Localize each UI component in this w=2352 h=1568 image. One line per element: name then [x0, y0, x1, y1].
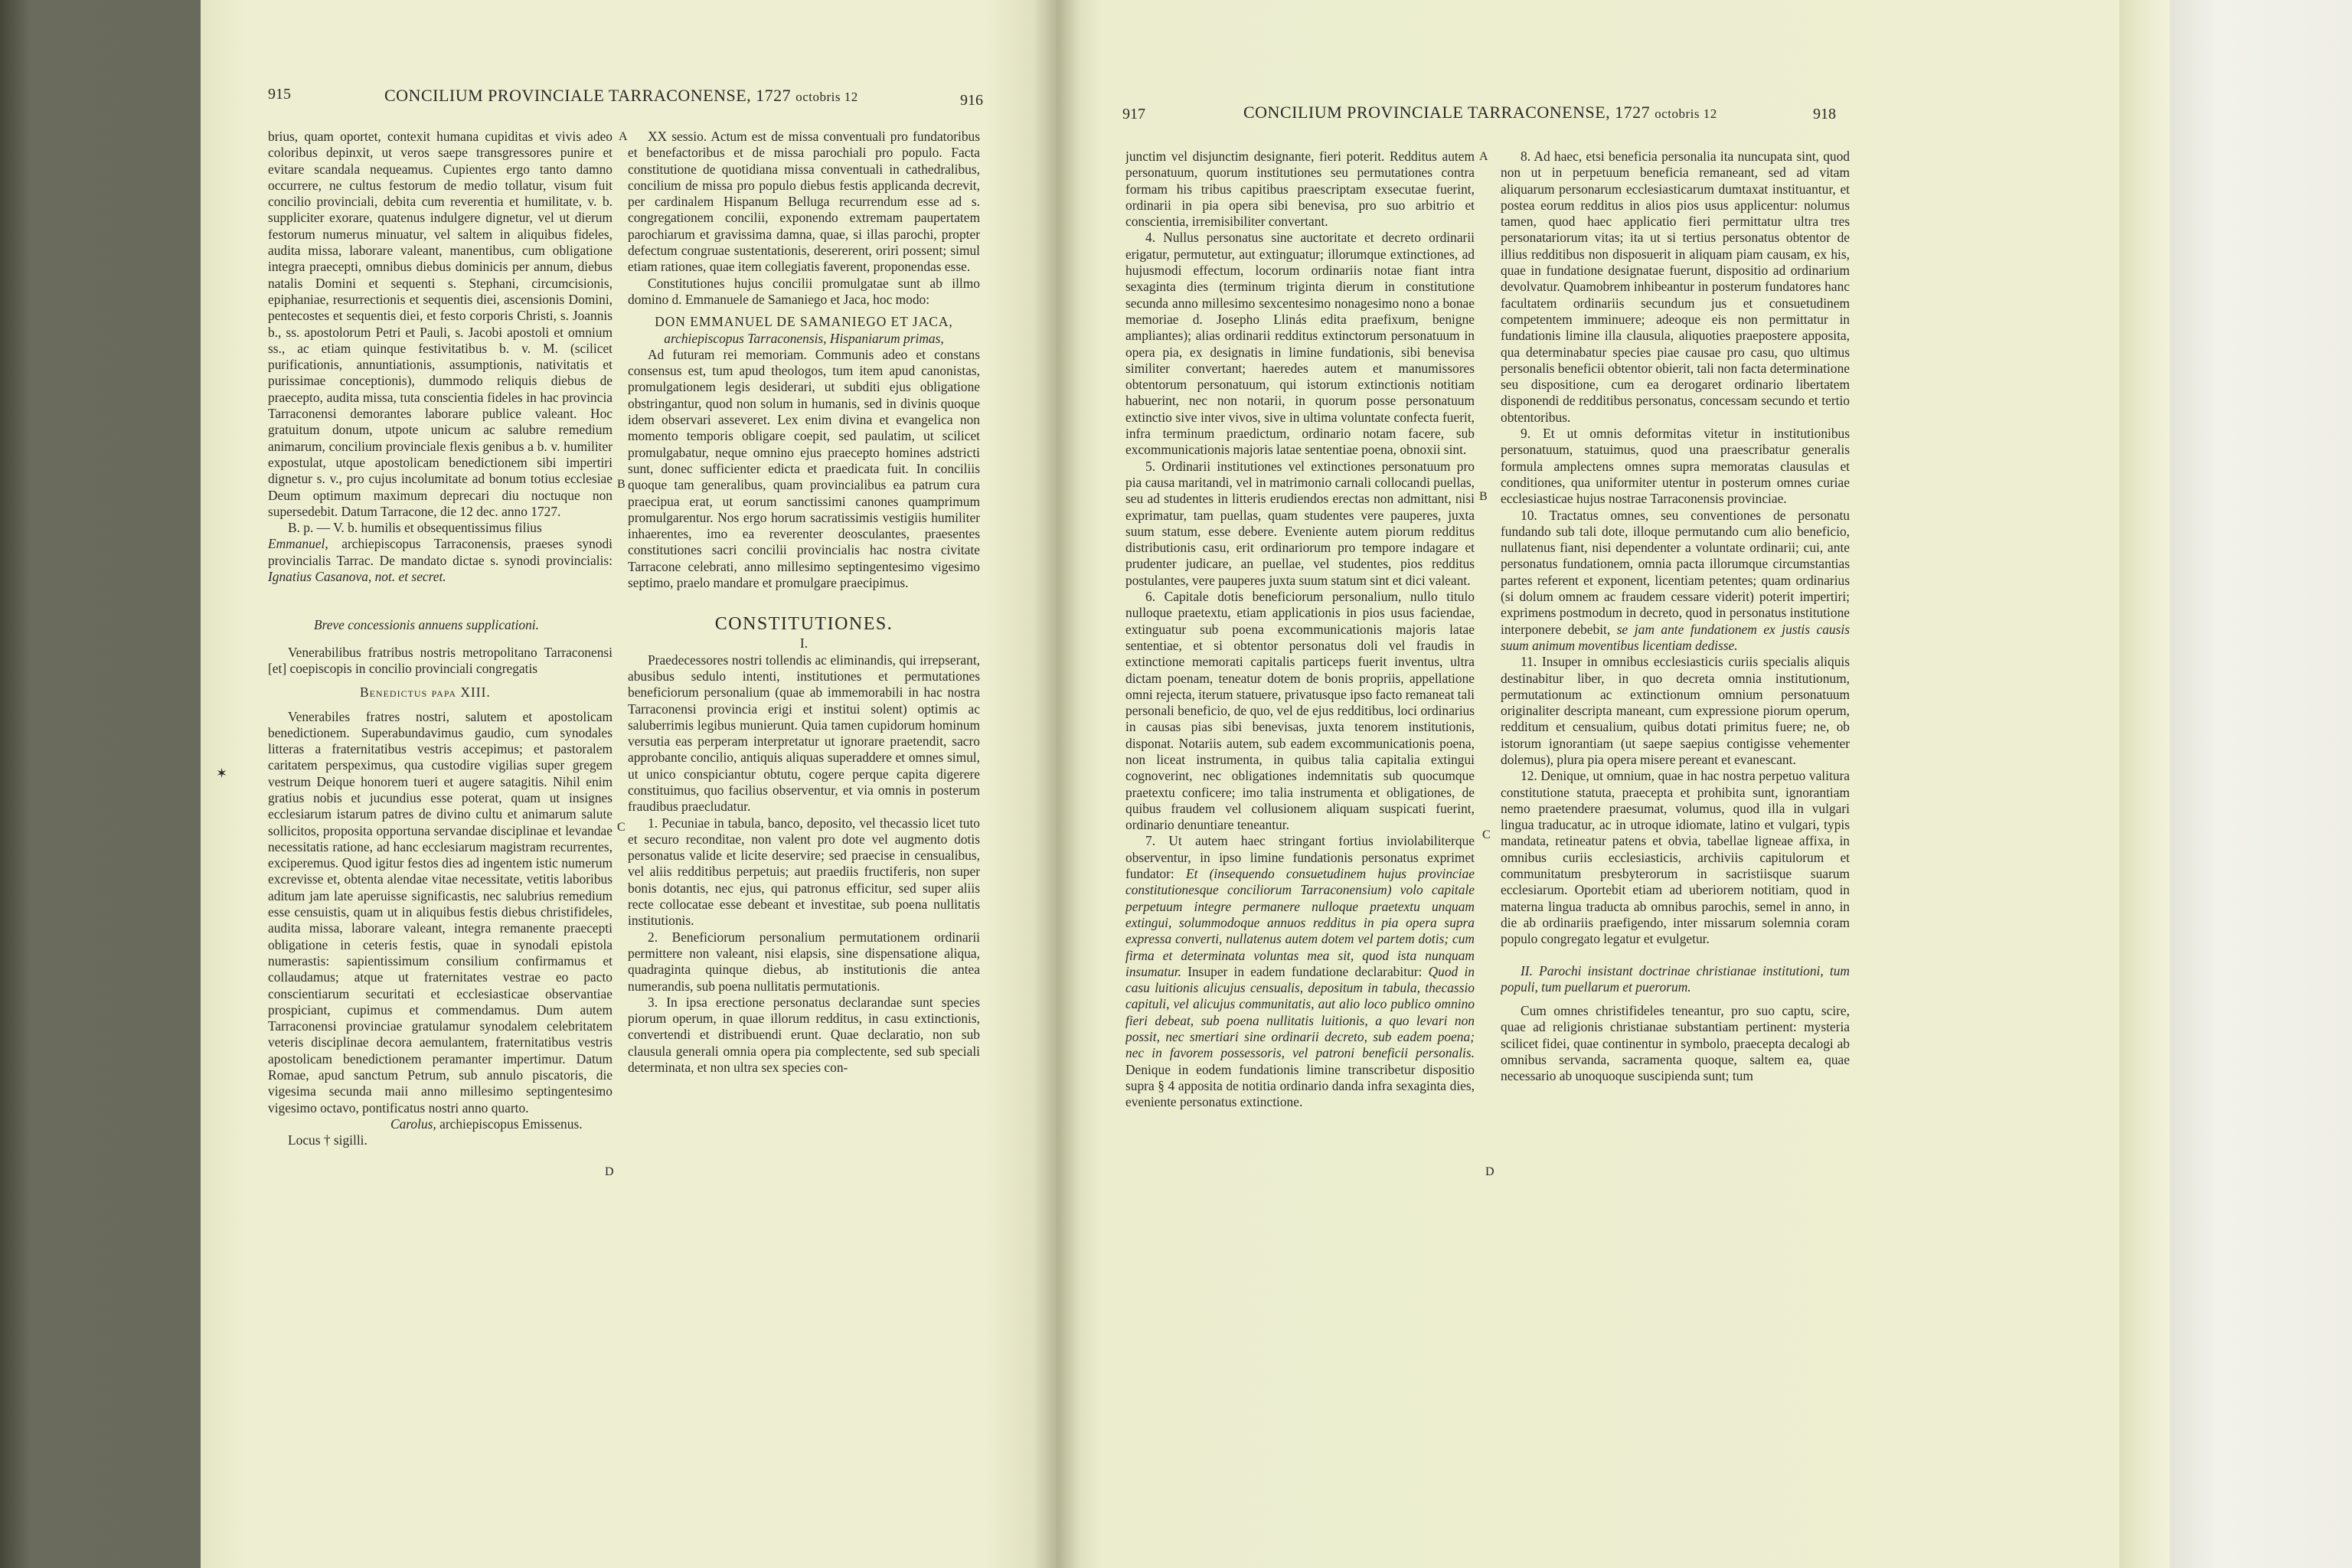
article-8: 8. Ad haec, etsi beneficia personalia ita nuncupata sint, quod non ut in perpetuum beneficia remaneant, sed ad vitam aliquarum personarum ecclesiasticarum dumtaxat instituantur, et postea eorum redditus in alios pios usus applicentur: nolumus tamen, quod haec applicatio fieri permittatur ultra tres personatariorum vitas; ita ut si tertius personatus obtentor de illius redditibus non disposuerit in aliquam piam causam, ex his, quae in fundatione designatae fuerunt, dispositio ad ordinarium devolvatur. Quamobrem inhibeantur in posterum fundatores hanc facultatem ordinariis secundum jus et consuetudinem competentem imminuere; adeoque eis non permittatur in fundationis limine illa clausula, aliquoties praepostere apposita, qua determinabatur species piae causae pro casu, quo ultimus personalis beneficii obtentor obierit, tali non facta determinatione seu dispositione, cum ea derogaret ordinario libertatem disponendi de redditibus personatus, concessam secundo et tertio obtentoribus.: [1501, 149, 1850, 425]
promulgation-intro: Constitutiones hujus concilii promulgatae sunt ab illmo domino d. Emmanuele de Samaniego et Jaca, hoc modo:: [628, 275, 980, 307]
article-1: 1. Pecuniae in tabula, banco, deposito, vel thecassio licet tuto et securo reconditae, non valent pro dote vel augmento dotis personatus valide et licite deservire; sed praecise in censualibus, vel aliis redditibus perpetuis; aut praediis fructiferis, non super bonis dotantis, nec ejus, qui patronus efficitur, sed super aliis recte collocatae esse debeant et investitae, sub poena nullitatis institutionis.: [628, 815, 980, 929]
signer-title: archiepiscopus Tarraconensis, praeses synodi provincialis Tarrac. De mandato dictae s. synodi provincialis:: [268, 536, 612, 568]
article-10-formula: se jam ante fundationem ex justis causis suum animum moventibus licentiam dedisse.: [1501, 621, 1850, 653]
stray-mark: ✶: [216, 766, 228, 781]
signer-name: Emmanuel,: [268, 536, 328, 552]
article-7-formula: Et (insequendo consuetudinem hujus provinciae constitutionesque conciliorum Tarraconensium) volo capitale perpetuum integre permanere nulloque praetextu unquam extingui, solummodoque annuos redditus in pia opera supra expressa converti, nullatenus autem dotem vel partem dotis; cum firma et determinata voluntas mea sit, quod ista nunquam insumatur.: [1125, 866, 1475, 979]
article-12: 12. Denique, ut omnium, quae in hac nostra perpetuo valitura constitutione statuta, praecepta et prohibita sunt, ignorantiam nemo praetendere praesumat, volumus, quod illa in vulgari lingua traducatur, ac in utroque idiomate, latino et vulgari, typis mandata, retineatur patens et obvia, tabellae ligneae affixa, in omnibus curiis ecclesiasticis, archiviis capitulorum et communitatum presbyterorum in sacristiisque suarum ecclesiarum. Oportebit etiam ad uberiorem notitiam, quod in materna lingua traducta ab omnibus parochis, semel in anno, in die ab ordinariis praefigendo, inter missarum solemnia coram populo congregato legatur et evulgetur.: [1501, 768, 1850, 947]
article-7-formula-b: Quod in casu luitionis alicujus censualis, depositum in tabula, thecassio capituli, vel alicujus communitatis, aut alio loco publico omnino fieri debeat, sub poena nullitatis luitionis, a quo levari non possit, nec smertiari sine ordinarii decreto, sub eadem poena; nec in favorem possessoris, vel patroni beneficii personalis.: [1125, 963, 1475, 1061]
chapter-ii-heading: II. Parochi insistant doctrinae christianae institutioni, tum populi, tum puellarum et puerorum.: [1501, 962, 1850, 995]
session-xx: XX sessio. Actum est de missa conventuali pro fundatoribus et benefactoribus et de missa parochiali pro populo. Facta constitutione de quotidiana missa conventuali in cathedralibus, concilium de missa pro populo diebus festis applicanda decrevit, per cardinalem Hispanum Belluga recurrendum esse ad s. congregationem concilii, exponendo extremam paupertatem parochiarum et gravissima damna, quae, si illas parochi, propter defectum congruae sustentationis, desererent, oriri possent; simul etiam rationes, quae item collegiatis faverent, proponendas esse.: [628, 129, 980, 275]
decree-heading: DON EMMANUEL DE SAMANIEGO ET JACA,: [655, 314, 953, 330]
article-4: 4. Nullus personatus sine auctoritate et decreto ordinarii erigatur, permutetur, aut extinguatur; illorumque extinctiones, ad hujusmodi effectum, locorum ordinariis notae fiant intra sexaginta dies (terminum triginta dierum in constitutione secunda anno millesimo sexcentesimo nonagesimo nono a bonae memoriae d. Josepho Llinás edita praefixum, benigne ampliantes); alias ordinarii redditus extinctorum personatuum in opera pia, ex designatis in limine fundationis, sibi benevisa similiter convertant; haeredes autem et manumissores obtentorum personatuum, qui istorum extinctionis notitiam habuerint, nec non notarii, in quorum posse personatuum extinctio sive inter vivos, sive in ultima voluntate confecta fuerit, infra terminum praedictum, ordinario notam facere, sub excommunicationis majoris latae sententiae poena, obnoxii sint.: [1125, 230, 1475, 458]
backing-cloth: [2170, 0, 2352, 1568]
decree-text: Ad futuram rei memoriam. Communis adeo et constans consensus est, tum apud theologos, tum item apud canonistas, promulgationem legis desiderari, ut subditi ejus obligatione obstringantur, quod non solum in humanis, sed in divinis quoque idem observari asseveret. Lex enim divina et evangelica non momento temporis obligare coepit, sed paulatim, ut scilicet promulgabatur, neque omnino ejus praecepto homines adstricti sunt, donec sufficienter edicta et praedicata fuit. In conciliis quoque tam generalibus, quam provincialibus ea patrum cura praecipua erat, ut eorum sanctissimi canones quamprimum promulgarentur. Nos ergo horum sacratissimis vestigiis humiliter inhaerentes, imo ea reverenter deosculantes, praesentes constitutiones sacri concilii provincialis hac nostra civitate Tarracone celebrati, anno millesimo septingentesimo vigesimo septimo, praelo mandare et promulgare praecipimus.: [628, 346, 980, 591]
column-page-916: [628, 129, 980, 1507]
article-10-text: 10. Tractatus omnes, seu conventiones de personatu fundando sub tali dote, illoque permutando cum alio beneficio, nullatenus fiant, nisi dependenter a voluntate ordinarii; cui, ante personatus fundationem, omnia pacta illorumque circumstantias partes referent et exponent, licentiam petentes; quam ordinarius (si dolum omnem ac fraudem cessare viderit) poterit impertiri; exprimens postmodum in decreto, quod in personatus institutione interponere debebit,: [1501, 507, 1850, 637]
header-date: octobris 12: [1655, 106, 1717, 121]
page-number-917: 917: [1122, 106, 1145, 122]
margin-letter: C: [1482, 828, 1491, 841]
margin-letter: D: [1485, 1165, 1494, 1178]
margin-letter: C: [617, 821, 626, 834]
constitutiones-heading: CONSTITUTIONES.: [714, 614, 893, 635]
running-header-left: [384, 86, 858, 106]
article-2: 2. Beneficiorum personalium permutationem ordinarii permittere non valeant, nisi elapsis, sine dispensatione aliqua, quadraginta quinque diebus, ab institutionis die antea numerandis, sub poena nullitatis permutationis.: [628, 929, 980, 994]
secretary-name: Ignatius Casanova, not. et secret.: [268, 569, 446, 585]
paragraph-supplication: brius, quam oportet, contexit humana cupiditas et vivis adeo coloribus depinxit, ut veros saepe transgressores punire et evitare scandala nequeamus. Cupientes ergo tanto damno occurrere, ne cultus festorum de medio tollatur, visum fuit concilio provinciali, debita cum reverentia et humilitate, v. b. suppliciter exorare, quatenus indulgere dignetur, vel ut dierum festorum numerus minuatur, vel saltem in aliquibus fideles, audita missa, laborare valeant, manentibus, cum obligatione integra praecepti, omnibus diebus dominicis per annum, diebus natalis Domini et sequenti s. Stephani, circumcisionis, epiphaniae, resurrectionis et sequentis diei, ascensionis Domini, pentecostes et sequentis diei, et festo corporis Christi, s. Joannis b., ss. apostolorum Petri et Pauli, s. Jacobi apostoli et omnium ss., ac etiam quinque festivitatibus b. v. M. (scilicet purificationis, annuntiationis, assumptionis, nativitatis et purissimae conceptionis), dummodo reliquis diebus de praecepto, audita missa, tuta conscientia fideles in hac provincia Tarraconensi demorantes laborare publice valeant. Hoc gratuitum donum, utpote unicum ac salubre remedium animarum, concilium provinciale flexis genibus a b. v. humiliter expostulat, utque apostolicam benedictionem sibi impertiri dignetur s. v., pro cujus incolumitate ad bonum totius ecclesiae Deum optimum maximum deprecari diu noctuque non supersedebit. Datum Tarracone, die 12 dec. anno 1727.: [268, 129, 612, 519]
article-7: [1125, 833, 1475, 1110]
chapter-ii-text: Cum omnes christifideles teneantur, pro suo captu, scire, quae ad religionis christianae substantiam pertinent: mysteria scilicet fidei, quae continentur in symbolo, praecepta decalogi ab omnibus servanda, sacramenta quoque, saltem ea, quae necessario ab unoquoque suscipienda sunt; tum: [1501, 1003, 1850, 1084]
page-number-915: 915: [268, 86, 291, 103]
locus-sigilli: Locus † sigilli.: [288, 1132, 368, 1148]
article-6: 6. Capitale dotis beneficiorum personalium, nullo titulo nulloque praetextu, etiam applicationis in pios usus faciendae, extinguatur sub poena excommunicationis majoris latae sententiae, et si obtentor personatus doli vel fraudis in extinctione memorati capitalis particeps fuerit inventus, ultra dictam poenam, teneatur dotem de bonis propriis, appellatione omni rejecta, iterum statuere, privatusque ipso facto remaneat tali personali beneficio, de quo, vel de ejus redditibus, loci ordinarius in causas pias sibi benevisas, juxta tenorem institutionis, disponat. Notariis autem, sub eadem excommunicationis poena, non liceat instrumenta, in quibus talia capitalia extingui cognoverint, nec obligationes indemnitatis sub quocumque praetextu conficere; imo talia instrumenta et obligationes, de quibus fraudem vel collusionem aliquam suspicati fuerint, ordinario denuntiare teneantur.: [1125, 589, 1475, 833]
breve-title: Breve concessionis annuens supplicationi.: [314, 617, 539, 633]
signer-line: [268, 536, 612, 585]
column-page-915: [268, 129, 612, 1507]
margin-letter: A: [619, 130, 628, 143]
header-title: CONCILIUM PROVINCIALE TARRACONENSE, 1727: [1243, 103, 1651, 122]
page-number-918: 918: [1813, 106, 1836, 122]
article-7-text-b: Insuper in eadem fundatione declarabitur:: [1187, 963, 1423, 979]
article-10: [1501, 508, 1850, 655]
header-title: CONCILIUM PROVINCIALE TARRACONENSE, 1727: [384, 86, 792, 105]
margin-letter: B: [1479, 490, 1488, 503]
article-9: 9. Et ut omnis deformitas vitetur in institutionibus personatuum, statuimus, quod una praescribatur generalis formula amplectens omnes supra memoratas clausulas et conditiones, qua uniformiter utentur in posterum omnes curiae ecclesiasticae hujus nostrae Tarraconensis provinciae.: [1501, 426, 1850, 507]
header-date: octobris 12: [795, 90, 858, 104]
margin-letter: B: [617, 478, 626, 491]
page-number-916: 916: [960, 92, 983, 109]
margin-letter: D: [605, 1165, 614, 1178]
breve-addressee: Venerabilibus fratribus nostris metropolitano Tarraconensi [et] coepiscopis in concilio provinciali congregatis: [268, 644, 612, 676]
pope-name: Benedictus papa XIII.: [360, 684, 491, 701]
article-7-text: 7. Ut autem haec stringant fortius inviolabiliterque observentur, in ipso limine fundationis personatus exprimet fundator:: [1125, 833, 1475, 882]
article-7-text-c: Denique in eodem fundationis limine transcribetur dispositio supra § 4 apposita de notitia ordinario danda infra sexaginta dies, eveniente personatus extinctione.: [1125, 1061, 1475, 1110]
column-page-917: [1125, 149, 1475, 1511]
page-edges: [2119, 0, 2170, 1568]
article-5: 5. Ordinarii institutiones vel extinctiones personatuum pro pia causa maritandi, vel in matrimonio carnali collocandi puellas, seu ad studentes in litteris erudiendos erectas non admittant, nisi exprimatur, tam puellas, quam studentes vere pauperes, juxta suum statum, esse debere. Eveniente autem piorum redditus distributionis casu, erit ordinariorum pro tempore indagare et prudenter judicare, an puellae, vel studentes, pios redditus postulantes, vere pauperes juxta suum statum sint et dici valeant.: [1125, 458, 1475, 588]
carolus-name: Carolus,: [390, 1116, 436, 1132]
book-gutter: [1034, 0, 1080, 1568]
papal-brief: Venerabiles fratres nostri, salutem et apostolicam benedictionem. Superabundavimus gaudio, cum synodales litteras a fraternitatibus vestris accepimus; et pastoralem caritatem perspeximus, qua custodire vigilias super gregem vestrum Deique honorem tueri et augere satagitis. Nihil enim gratius nobis et jucundius esse poterat, quam ut insignes ecclesiarum istarum patres de divino cultu et animarum salute sollicitos, proposita opportuna servandae disciplinae et levandae necessitatis ratione, ad hanc ecclesiarum magistram recurrentes, exciperemus. Quod igitur festos dies ad ingentem istic numerum excrevisse et, obtenta alendae vitae necessitate, vetitis laboribus aditum jam late aperuisse significastis, nec salubrius remedium esse censuistis, quam ut in aliquibus festis diebus christifideles, audita missa, laborare valeant, integra remanente praecepti obligatione in ceteris festis, quae in synodali epistola numerastis: sapientissimum consilium confirmamus et collaudamus; atque ut fraternitates vestrae eo pacto conscientiarum securitati et ecclesiasticae observantiae prospiciant, cupimus et commendamus. Dum autem Tarraconensi provinciae gratulamur synodalem celebritatem veteris disciplinae decora aemulantem, fraternitatibus vestris apostolicam benedictionem peramanter impertimur. Datum Romae, apud sanctum Petrum, sub annulo piscatoris, die vigesima secunda maii anno millesimo septingentesimo vigesimo octavo, pontificatus nostri anno quarto.: [268, 708, 612, 1116]
article-11: 11. Insuper in omnibus ecclesiasticis curiis specialis aliquis destinabitur liber, in quo decreta omnia institutionum, permutationum ac extinctionum omnium personatuum originaliter descripta maneant, cum expressione piorum operum, redditum et censualium, quibus dotati primitus fuere; ne, ob istorum ignorantiam (ut saepe saepius contigisse vehementer dolemus), plura pia opera misere pereant et evanescant.: [1501, 654, 1850, 767]
decree-subheading: archiepiscopus Tarraconensis, Hispaniarum primas,: [664, 330, 944, 346]
carolus-line: [268, 1116, 612, 1132]
article-3: 3. In ipsa erectione personatus declarandae sunt species piorum operum, in quae illorum redditus, in casu extinctionis, convertendi et distribuendi erunt. Quae declaratio, non sub clausula generali omnia opera pia complectente, sed sub speciali determinata, et non ultra sex species con-: [628, 994, 980, 1076]
article-3-continued: junctim vel disjunctim designante, fieri poterit. Redditus autem personatuum, quorum institutiones seu permutationes contra formam his tribus capitibus praescriptam exsecutae fuerint, ordinarii in pia opera sibi benevisa, pro suo arbitrio et conscientia, irremisibiliter convertant.: [1125, 149, 1475, 230]
column-page-918: [1501, 149, 1850, 1511]
running-header-right: [1243, 103, 1717, 122]
carolus-title: archiepiscopus Emissenus.: [439, 1116, 583, 1132]
margin-letter: A: [1479, 150, 1488, 163]
constitution-preamble: Praedecessores nostri tollendis ac eliminandis, qui irrepserant, abusibus sedulo intenti, institutiones et permutationes beneficiorum personalium (quae ab immemorabili in hac nostra Tarraconensi provincia erigi et institui solent) optimis ac saluberrimis legibus munierunt. Quia tamen cupidorum hominum versutia eas perperam interpretatur ut ignorare praetendit, sacro approbante concilio, antiquis aliquas superaddere et omnes simul, ut unico conspiciantur obtutu, cogere perque capita digerere constituimus, quo facilius observentur, et via omnis in posterum fraudibus praecludatur.: [628, 652, 980, 815]
constitution-number: I.: [799, 635, 808, 652]
signoff-line: B. p. — V. b. humilis et obsequentissimus filius: [288, 520, 542, 536]
